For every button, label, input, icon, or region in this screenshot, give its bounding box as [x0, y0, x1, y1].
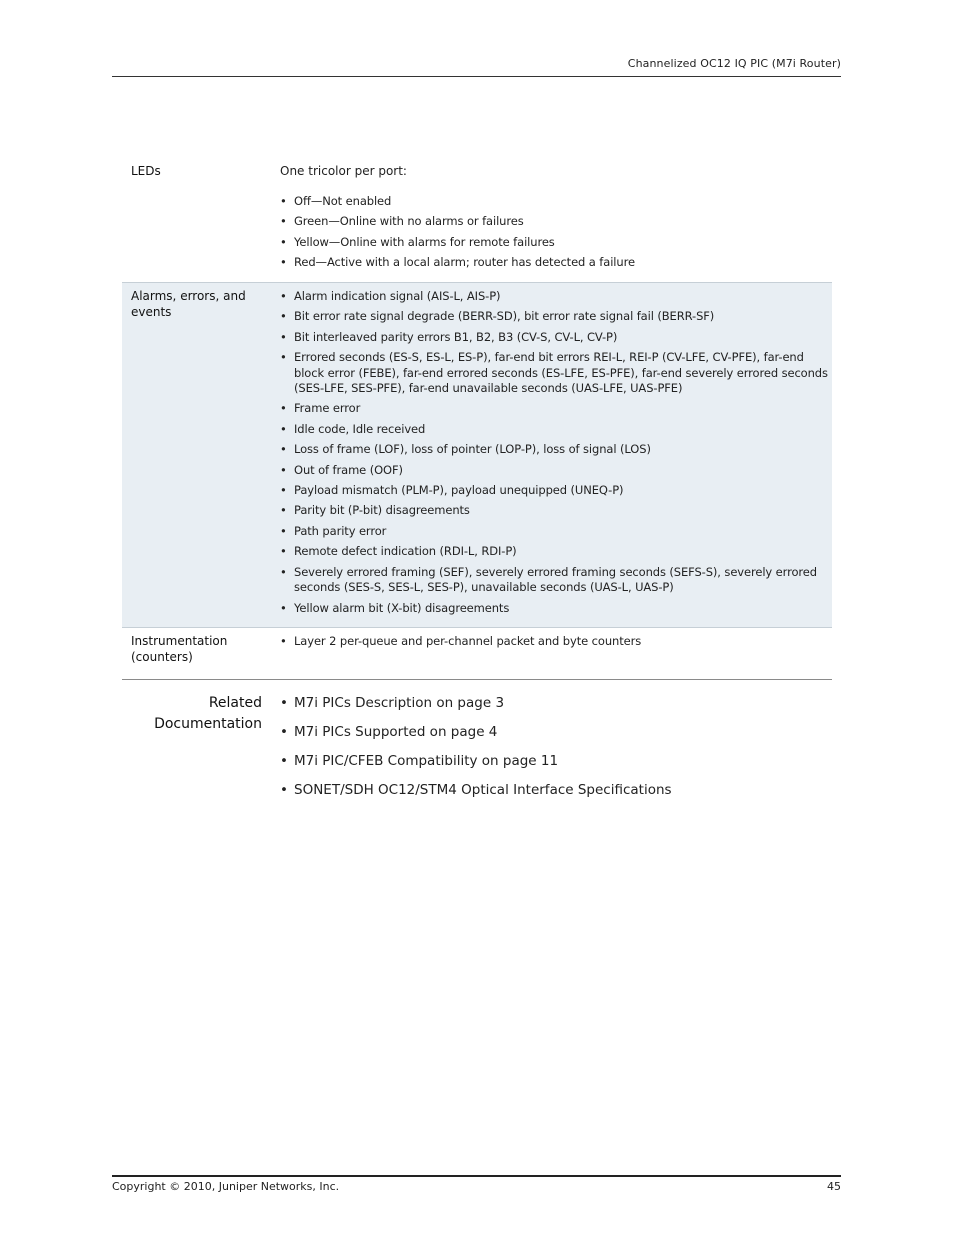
alarms-cell: [280, 283, 832, 616]
related-link[interactable]: • M7i PICs Description on page 3: [280, 695, 505, 711]
related-heading: [122, 693, 262, 734]
leds-row: [122, 161, 832, 282]
leds-intro: One tricolor per port:: [280, 164, 407, 178]
leds-label: LEDs: [131, 164, 161, 178]
header-title: Channelized OC12 IQ PIC (M7i Router): [627, 57, 841, 70]
list-item: • Out of frame (OOF): [280, 462, 403, 477]
leds-list: [280, 194, 832, 271]
alarms-label: Alarms, errors, and events: [131, 289, 246, 319]
related-documentation: [122, 693, 832, 816]
list-item: • Red—Active with a local alarm; router has detected a failure: [280, 255, 635, 270]
list-item: • Yellow alarm bit (X-bit) disagreements: [280, 600, 510, 615]
related-link[interactable]: • M7i PICs Supported on page 4: [280, 724, 498, 740]
related-links: [280, 693, 832, 800]
list-item: • Errored seconds (ES-S, ES-L, ES-P), far-end bit errors REI-L, REI-P (CV-LFE, CV-PFE), far-end block error (FEBE), far-end errored seconds (ES-LFE, ES-PFE), far-end severely errored seconds (SES-LFE, SES-PFE), far-end unavailable seconds (UAS-LFE, UAS-PFE): [280, 350, 828, 396]
related-link[interactable]: • SONET/SDH OC12/STM4 Optical Interface Specifications: [280, 782, 672, 798]
list-item: • Payload mismatch (PLM-P), payload unequipped (UNEQ-P): [280, 483, 624, 498]
alarms-list: [280, 289, 832, 616]
list-item: • Bit error rate signal degrade (BERR-SD), bit error rate signal fail (BERR-SF): [280, 309, 715, 324]
list-item: • Bit interleaved parity errors B1, B2, B3 (CV-S, CV-L, CV-P): [280, 329, 618, 344]
related-link[interactable]: • M7i PIC/CFEB Compatibility on page 11: [280, 753, 559, 769]
spec-table: [122, 161, 832, 680]
list-item: • Layer 2 per-queue and per-channel packet and byte counters: [280, 634, 642, 648]
list-item: • Yellow—Online with alarms for remote failures: [280, 234, 555, 249]
instrumentation-cell: [280, 628, 832, 649]
list-item: • Frame error: [280, 401, 361, 416]
list-item: • Severely errored framing (SEF), severely errored framing seconds (SEFS-S), severely errored seconds (SES-S, SES-L, SES-P), unavailable seconds (UAS-L, UAS-P): [280, 564, 817, 595]
list-item: • Remote defect indication (RDI-L, RDI-P): [280, 544, 517, 559]
alarms-row: [122, 282, 832, 627]
list-item: • Green—Online with no alarms or failures: [280, 214, 524, 229]
related-heading-line1: Related: [208, 695, 262, 711]
page-header: [112, 57, 841, 77]
list-item: • Path parity error: [280, 523, 387, 538]
leds-cell: [280, 161, 832, 271]
list-item: • Loss of frame (LOF), loss of pointer (LOP-P), loss of signal (LOS): [280, 442, 651, 457]
instrumentation-row: [122, 627, 832, 680]
list-item: • Alarm indication signal (AIS-L, AIS-P): [280, 289, 501, 303]
instrumentation-label: Instrumentation (counters): [131, 634, 228, 664]
footer-page-number: 45: [827, 1180, 841, 1193]
related-heading-line2: Documentation: [154, 715, 262, 732]
page-footer: [112, 1175, 841, 1193]
list-item: • Off—Not enabled: [280, 194, 392, 208]
instrumentation-list: [280, 634, 832, 649]
footer-copyright: Copyright © 2010, Juniper Networks, Inc.: [112, 1180, 340, 1193]
list-item: • Idle code, Idle received: [280, 421, 426, 436]
list-item: • Parity bit (P-bit) disagreements: [280, 503, 470, 518]
